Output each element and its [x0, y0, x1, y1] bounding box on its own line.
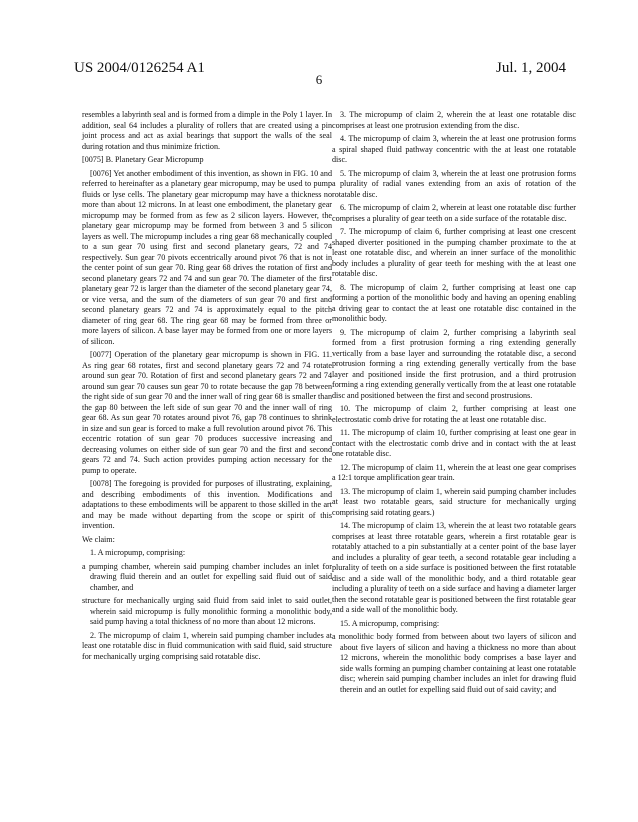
claim-1-element-b: structure for mechanically urging said fluid from said inlet to said outlet, wherein said micropump is fully monolithic forming a monolithic body, said pump having a total thickness of no more than about 12 microns.: [82, 596, 332, 626]
paragraph-0077: [0077] Operation of the planetary gear micropump is shown in FIG. 11. As ring gear 68 rotates, first and second planetary gears 72 and 74 rotate around sun gear 70. Rotation of first and second planetary gears 72 and 74 around sun gear 70 causes sun gear 70 to rotate because the gap 78 between the right side of sun gear 70 and the inner wall of ring gear 68 is smaller than the gap 80 between the left side of sun gear 70 and the inner wall of ring gear 68. As sun gear 70 rotates around pivot 76, gap 78 continues to shrink in size and sun gear is forced to make a full revolution around pivot 76. This eccentric rotation of sun gear 70 produces successive increasing and decreasing volumes on either side of sun gear 70 and the first and second gears 72 and 74. Such action provides pumping action necessary for the pump to operate.: [82, 350, 332, 475]
section-heading-0075: [0075] B. Planetary Gear Micropump: [82, 155, 204, 164]
claim-15-element-a: a monolithic body formed from between about two layers of silicon and about five layers of silicon and having a thickness no more than about 12 microns, wherein the monolithic body comprises a base layer and side walls forming an pumping chamber containing at least one rotatable disc; wherein said pumping chamber includes an inlet for drawing fluid therein and an outlet for expelling said fluid out of said cavity; and: [332, 632, 576, 694]
paragraph-continuation: resembles a labyrinth seal and is formed from a dimple in the Poly 1 layer. In addition, seal 64 includes a plurality of rollers that are created using a pin joint process and act as axial bearings that support the walls of the seal during rotation and thus minimize friction.: [82, 110, 332, 151]
claim-3: 3. The micropump of claim 2, wherein the at least one rotatable disc comprises at least one protrusion extending from the disc.: [332, 110, 576, 130]
claim-9: 9. The micropump of claim 2, further comprising a labyrinth seal formed from a first protrusion forming a ring extending generally vertically from a base layer and surrounding the rotatable disc, a second protrusion forming a ring extending generally vertically from the base layer and positioned inside the first protrusion, and a third protrusion forming a ring extending generally vertically from the at least one rotatable disc and positioned between the first and second prostrusions.: [332, 327, 576, 400]
claim-2: 2. The micropump of claim 1, wherein said pumping chamber includes at least one rotatable disc in fluid communication with said fluid, said structure for mechanically urging comprising said rotatable disc.: [82, 630, 332, 661]
right-column: [332, 110, 576, 698]
left-column: [82, 110, 332, 665]
claim-5: 5. The micropump of claim 3, wherein the at least one protrusion forms a plurality of radial vanes extending from an axis of rotation of the rotatable disc.: [332, 168, 576, 199]
we-claim-label: We claim:: [82, 534, 115, 544]
claim-4: 4. The micropump of claim 3, wherein the at least one protrusion forms a spiral shaped fluid pathway concentric with the at least one rotatable disc.: [332, 134, 576, 164]
paragraph-0076: [0076] Yet another embodiment of this invention, as shown in FIG. 10 and referred to hereinafter as a planetary gear micropump, may be used to pump fluids or lyse cells. The planetary gear micropump may have a thickness no more than about 12 microns. In at least one embodiment, the planetary gear micropump may be formed from as few as 2 silicon layers. However, the planetary gear micropump may be formed from between 3 and 5 silicon layers as well. The micropump includes a ring gear 68 mechanically coupled to a sun gear 70 using first and second planetary gears, 72 and 74 respectively. Sun gear 70 pivots eccentrically around pivot 76 that is not in the center point of sun gear 70. Ring gear 68 drives the rotation of first and second planetary gears 72 and 74 and sun gear 70. The diameter of the first planetary gear 72 is larger than the diameter of the second planetary gear 74, or vice versa, and the sum of the diameters of sun gear 70 and first and second planetary gears 72 and 74 is approximately equal to the pitch diameter of ring gear 68. The ring gear 68 may be formed from three or more layers of silicon. A base layer may be formed from one or more layers of silicon.: [82, 168, 332, 346]
claim-13: 13. The micropump of claim 1, wherein said pumping chamber includes at least two rotatable gears, said structure for mechanically urging comprising said rotating gears.): [332, 486, 576, 517]
claim-6: 6. The micropump of claim 2, wherein at least one rotatable disc further comprises a plurality of gear teeth on a side surface of the rotatable disc.: [332, 203, 576, 223]
claim-1: 1. A micropump, comprising:: [90, 548, 186, 557]
claim-10: 10. The micropump of claim 2, further comprising at least one electrostatic comb drive for rotating the at least one rotatable disc.: [332, 404, 576, 424]
claim-15: 15. A micropump, comprising:: [340, 618, 440, 628]
claim-12: 12. The micropump of claim 11, wherein the at least one gear comprises a 12:1 torque amplification gear train.: [332, 462, 576, 482]
claim-14: 14. The micropump of claim 13, wherein the at least two rotatable gears comprises at least three rotatable gears, wherein a first rotatable gear is rotatably attached to a pin substantially at a center point of the base layer and includes a plurality of gear teeth, a second rotatable gear including a plurality of teeth on a side surface is positioned between the first rotatable disc and a side wall of the monolithic body, and a third rotatable gear including a plurality of teeth on a side surface and having a diameter larger then the second rotatable gear is positioned between the first rotatable gear and a side wall of the monolithic body.: [332, 521, 576, 614]
page-number: 6: [315, 72, 323, 87]
claim-11: 11. The micropump of claim 10, further comprising at least one gear in contact with the electrostatic comb drive and in contact with the at least one rotatable disc.: [332, 428, 576, 458]
claim-8: 8. The micropump of claim 2, further comprising at least one cap forming a portion of the monolithic body and having an opening enabling a driving gear to contact the at least one rotatable disc contained in the monolithic body.: [332, 282, 576, 323]
claim-7: 7. The micropump of claim 6, further comprising at least one crescent shaped diverter positioned in the pumping chamber proximate to the at least one rotatable disc, and wherein an inner surface of the monolithic body includes a plurality of gear teeth for meshing with the at least one rotatable disc.: [332, 227, 576, 278]
claim-1-element-a: a pumping chamber, wherein said pumping chamber includes an inlet for drawing fluid therein and an outlet for expelling said fluid out of said chamber, and: [82, 561, 332, 592]
paragraph-0078: [0078] The foregoing is provided for purposes of illustrating, explaining, and describing embodiments of this invention. Modifications and adaptations to these embodiments will be apparent to those skilled in the art and may be made without departing from the scope or spirit of this invention.: [82, 479, 332, 530]
publication-date: Jul. 1, 2004: [495, 60, 566, 76]
publication-number: US 2004/0126254 A1: [74, 60, 205, 76]
